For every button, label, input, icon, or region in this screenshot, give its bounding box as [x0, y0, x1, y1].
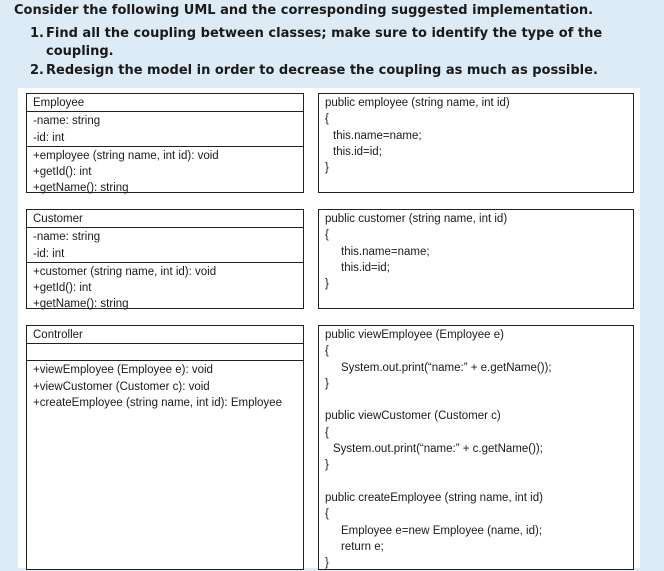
controller-class-name-section	[27, 326, 303, 344]
customer-method: +getId(): int	[33, 282, 92, 295]
question-1	[30, 25, 602, 61]
employee-code-box	[318, 93, 634, 193]
question-1-line-1: Find all the coupling between classes; make sure to identify the type of the	[46, 26, 603, 41]
code-line: public createEmployee (string name, int id)	[325, 491, 543, 504]
controller-methods-section	[27, 361, 303, 411]
customer-code-box	[318, 209, 634, 309]
controller-method: +viewEmployee (Employee e): void	[33, 364, 213, 377]
customer-method: +getName(): string	[33, 298, 129, 311]
intro-text: Consider the following UML and the corresponding suggested implementation.	[14, 3, 594, 18]
code-line: }	[325, 162, 329, 175]
question-1-line-2: coupling.	[46, 44, 114, 59]
code-line: }	[325, 278, 329, 291]
employee-class-name: Employee	[33, 97, 85, 109]
code-line: Employee e=new Employee (name, id);	[341, 524, 543, 537]
customer-attribute: -id: int	[33, 247, 65, 260]
code-line: public employee (string name, int id)	[325, 97, 510, 109]
code-line: }	[325, 557, 329, 570]
code-line: {	[325, 345, 329, 358]
employee-methods-section	[27, 147, 303, 197]
code-line: this.name=name;	[333, 129, 422, 142]
customer-class-name-section	[27, 210, 303, 228]
employee-attribute: -id: int	[33, 131, 65, 144]
question-2	[30, 62, 598, 80]
controller-attributes-section	[27, 344, 303, 361]
controller-method: +viewCustomer (Customer c): void	[33, 380, 210, 393]
code-line: {	[325, 426, 329, 439]
customer-uml-box	[26, 209, 304, 309]
code-line: public viewEmployee (Employee e)	[325, 329, 504, 341]
code-line: return e;	[341, 540, 384, 553]
controller-code-box	[318, 325, 634, 570]
employee-attributes-section	[27, 112, 303, 147]
controller-uml-box	[26, 325, 304, 570]
code-line: }	[325, 377, 329, 390]
code-line: public customer (string name, int id)	[325, 213, 508, 225]
employee-method: +getName(): string	[33, 182, 129, 195]
code-line: public viewCustomer (Customer c)	[325, 410, 501, 423]
employee-class-name-section	[27, 94, 303, 112]
employee-method: +getId(): int	[33, 166, 92, 179]
employee-attribute: -name: string	[33, 115, 101, 128]
customer-class-name: Customer	[33, 213, 83, 225]
code-line: {	[325, 113, 329, 126]
employee-method: +employee (string name, int id): void	[33, 149, 219, 162]
code-line: System.out.print(“name:” + c.getName());	[333, 443, 543, 456]
code-line: }	[325, 459, 329, 472]
code-line: this.id=id;	[341, 261, 390, 274]
code-line: this.id=id;	[333, 145, 382, 158]
code-line: this.name=name;	[341, 245, 430, 258]
controller-method: +createEmployee (string name, int id): Employee	[33, 396, 282, 409]
employee-uml-box	[26, 93, 304, 193]
question-2-line-1: Redesign the model in order to decrease the coupling as much as possible.	[46, 63, 598, 78]
code-line: {	[325, 508, 329, 521]
customer-attributes-section	[27, 228, 303, 263]
question-2-number: 2.	[30, 63, 44, 78]
code-line: System.out.print(“name:” + e.getName());	[341, 361, 552, 374]
code-line: {	[325, 229, 329, 242]
controller-class-name: Controller	[33, 329, 83, 341]
customer-method: +customer (string name, int id): void	[33, 265, 217, 278]
customer-methods-section	[27, 263, 303, 313]
customer-attribute: -name: string	[33, 231, 101, 244]
question-1-number: 1.	[30, 26, 44, 41]
